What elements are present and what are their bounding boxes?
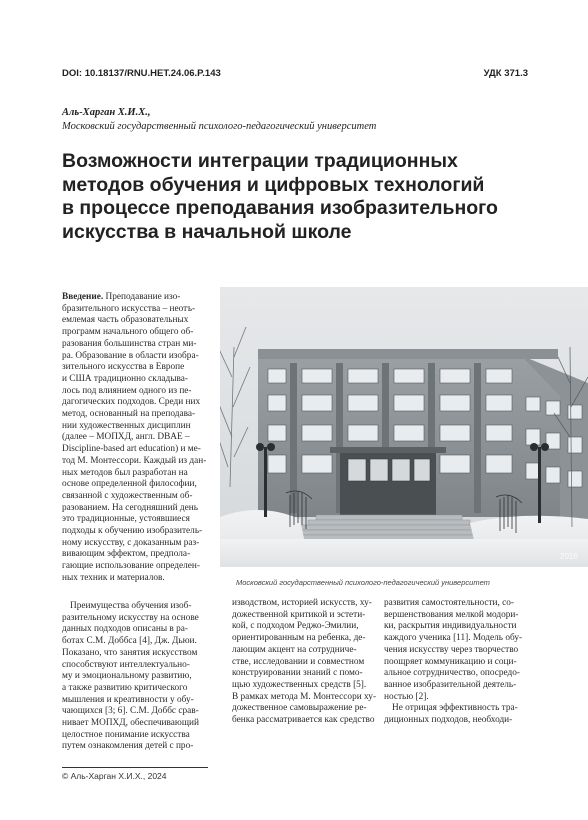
title-line: Возможности интеграции традиционных xyxy=(62,150,458,172)
text-line: путем ознакомления детей с про- xyxy=(62,741,194,752)
intro-paragraph xyxy=(62,292,208,585)
title-line: в процессе преподавания изобразительного xyxy=(62,197,498,219)
text-line: поощряет коммуникацию и соци- xyxy=(384,656,517,667)
text-line: щью художественных средств [5]. xyxy=(232,679,367,690)
article-title xyxy=(62,150,552,244)
author-block xyxy=(62,106,376,133)
text-line: Преимущества обучения изоб- xyxy=(70,601,192,611)
text-line: В рамках метода М. Монтессори ху- xyxy=(232,691,377,702)
text-line: дожественное самовыражение ре- xyxy=(232,703,367,714)
text-line: чения искусству через творчество xyxy=(384,644,519,655)
text-line: Не отрицая эффективность тра- xyxy=(392,703,518,714)
photo-watermark: 2016 xyxy=(560,552,578,561)
text-line: ному искусству, с доказанным раз- xyxy=(62,537,200,548)
text-line: метод, основанный на преподава- xyxy=(62,409,196,420)
text-line: мышления и креативности у обу- xyxy=(62,694,194,705)
text-line: тод М. Монтессори. Каждый из дан- xyxy=(62,455,207,466)
text-line: нивает МОПХД, обеспечивающий xyxy=(62,718,199,729)
left-column-paragraph xyxy=(62,601,208,753)
text-line: это традиционные, устоявшиеся xyxy=(62,514,190,525)
text-line: дожественной критикой и эстети- xyxy=(232,609,366,620)
text-line: бенка рассматривается как средство xyxy=(232,715,375,726)
title-line: искусства в начальной школе xyxy=(62,220,352,243)
text-line: каждого ученика [11]. Модель обу- xyxy=(384,633,523,644)
text-line: а также развитию критического xyxy=(62,682,188,693)
text-line: зительного искусства в Европе xyxy=(62,362,185,373)
text-line: ра. Образование в области изобра- xyxy=(62,350,199,361)
text-line: ориентированным на ребенка, де- xyxy=(232,633,366,644)
text-line: бразительного искусства – неотъ- xyxy=(62,303,196,314)
text-line: ных методов был разработан на xyxy=(62,467,188,478)
author-name: Аль-Харган Х.И.Х., xyxy=(62,107,151,118)
text-line: данных подходов описаны в ра- xyxy=(62,624,188,635)
text-line: связанной с художественным об- xyxy=(62,490,193,501)
text-line: программ начального общего об- xyxy=(62,327,194,338)
text-line: развития самостоятельности, со- xyxy=(384,598,515,608)
intro-lead: Введение. xyxy=(62,292,104,302)
text-line: нии художественных дисциплин xyxy=(62,420,191,431)
text-line: кой, с подходом Реджо-Эмилии, xyxy=(232,621,359,632)
text-line: лось под влиянием одного из пе- xyxy=(62,385,192,396)
text-line xyxy=(62,292,208,304)
text-line: подходы к обучению изобразитель- xyxy=(62,526,203,537)
text-line: разительному искусству на основе xyxy=(62,612,199,623)
text-line: стве, исследовании и совместном xyxy=(232,656,365,667)
text-line: диционных подходов, необходи- xyxy=(384,715,513,726)
text-line: разованием. На сегодняшний день xyxy=(62,502,198,513)
copyright: © Аль-Харган Х.И.Х., 2024 xyxy=(62,771,167,781)
text-line: (далее – МОПХД, англ. DBAE – xyxy=(62,432,190,443)
text-line: конструировании знаний с помо- xyxy=(232,668,363,679)
text-line: альное сотрудничество, опосредо- xyxy=(384,668,520,679)
text-line: му и эмоциональному развитию, xyxy=(62,671,192,682)
text-line: вивающим эффектом, предпола- xyxy=(62,549,191,560)
text-line: ки, раскрытия индивидуальности xyxy=(384,621,517,632)
text-line: ванное изобразительной деятель- xyxy=(384,679,517,690)
text-line: гающие использование определен- xyxy=(62,561,200,572)
photo-caption: Московский государственный психолого-педагогический университет xyxy=(236,578,490,587)
middle-column-paragraph xyxy=(232,598,377,727)
text-line: ботах С.М. Доббса [4], Дж. Дьюи. xyxy=(62,636,197,647)
doi: DOI: 10.18137/RNU.HET.24.06.P.143 xyxy=(62,68,221,79)
text-line: целостное понимание искусства xyxy=(62,729,190,740)
text-line-rest: Преподавание изо- xyxy=(103,292,181,302)
text-line: дагогических подходов. Среди них xyxy=(62,397,201,408)
text-line: вершенствования мелкой модори- xyxy=(384,609,519,620)
text-line: изводством, историей искусств, ху- xyxy=(232,598,372,608)
university-building-photo xyxy=(220,287,588,567)
text-line: лающим акцент на сотрудниче- xyxy=(232,644,357,655)
udc-code: УДК 371.3 xyxy=(483,68,528,79)
text-line: способствуют интеллектуально- xyxy=(62,659,190,670)
text-line: чающихся [3; 6]. С.М. Доббс срав- xyxy=(62,706,199,717)
title-line: методов обучения и цифровых технологий xyxy=(62,173,485,196)
text-line: основе определенной философии, xyxy=(62,479,197,490)
right-column-paragraph xyxy=(384,598,529,727)
text-line: и США традиционно складыва- xyxy=(62,373,188,384)
text-line: ностью [2]. xyxy=(384,691,429,702)
text-line: емлемая часть образовательных xyxy=(62,315,189,326)
text-line: ных техник и материалов. xyxy=(62,572,165,583)
text-line: Показано, что занятия искусством xyxy=(62,647,198,658)
footer-divider xyxy=(62,767,208,768)
text-line: разования большинства стран ми- xyxy=(62,338,197,349)
text-line: Discipline-based art education) и ме- xyxy=(62,444,201,455)
author-affiliation: Московский государственный психолого-педагогический университет xyxy=(62,120,377,132)
